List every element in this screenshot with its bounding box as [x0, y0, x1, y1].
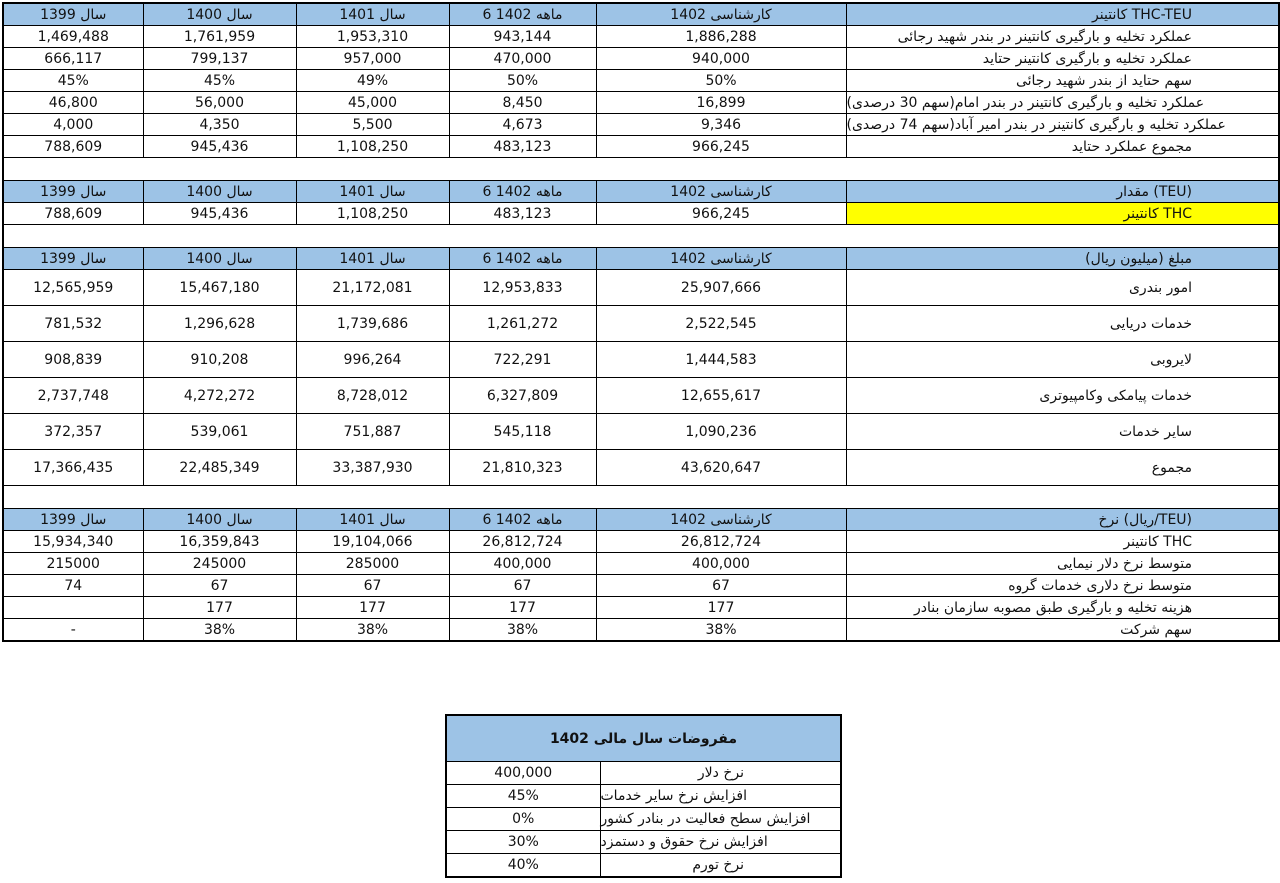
value-cell: 666,117 — [3, 48, 143, 70]
value-cell: 1,261,272 — [449, 306, 596, 342]
revenue-amount-header-cell: سال 1401 — [296, 248, 449, 270]
value-cell: 45,000 — [296, 92, 449, 114]
container-performance-header-cell: کارشناسی 1402 — [596, 3, 846, 26]
value-cell: 943,144 — [449, 26, 596, 48]
value-cell: 26,812,724 — [596, 531, 846, 553]
value-cell: 957,000 — [296, 48, 449, 70]
value-cell: 12,655,617 — [596, 378, 846, 414]
assumptions-header-row — [446, 715, 841, 762]
row-label-cell: سایر خدمات — [846, 414, 1279, 450]
table-row — [3, 342, 1279, 378]
section-spacer — [3, 225, 1279, 248]
table-row — [3, 306, 1279, 342]
container-performance-header-cell: سال 1400 — [143, 3, 296, 26]
value-cell: 22,485,349 — [143, 450, 296, 486]
row-label-cell: متوسط نرخ دلاری خدمات گروه — [846, 575, 1279, 597]
value-cell: 483,123 — [449, 136, 596, 158]
table-row — [3, 26, 1279, 48]
revenue-amount-header-cell: 6 ماهه 1402 — [449, 248, 596, 270]
value-cell: 751,887 — [296, 414, 449, 450]
value-cell: 908,839 — [3, 342, 143, 378]
value-cell: 21,172,081 — [296, 270, 449, 306]
section-spacer — [3, 486, 1279, 509]
value-cell: 67 — [449, 575, 596, 597]
value-cell: 8,728,012 — [296, 378, 449, 414]
row-label-cell: سهم حتاید از بندر شهید رجائی — [846, 70, 1279, 92]
rate-header-cell: کارشناسی 1402 — [596, 509, 846, 531]
value-cell: 15,467,180 — [143, 270, 296, 306]
value-cell: 4,673 — [449, 114, 596, 136]
value-cell: 177 — [596, 597, 846, 619]
rate-header-cell: 6 ماهه 1402 — [449, 509, 596, 531]
teu-quantity-header-row — [3, 181, 1279, 203]
container-performance-header-cell: سال 1399 — [3, 3, 143, 26]
table-row — [3, 597, 1279, 619]
value-cell: 21,810,323 — [449, 450, 596, 486]
value-cell: 1,108,250 — [296, 203, 449, 225]
section-spacer — [3, 158, 1279, 181]
value-cell: 38% — [296, 619, 449, 642]
container-performance-header-cell: 6 ماهه 1402 — [449, 3, 596, 26]
row-label-cell: مجموع عملکرد حتاید — [846, 136, 1279, 158]
value-cell: 177 — [449, 597, 596, 619]
value-cell: 67 — [596, 575, 846, 597]
value-cell: 1,090,236 — [596, 414, 846, 450]
value-cell: 539,061 — [143, 414, 296, 450]
row-label-cell: کانتینر THC — [846, 203, 1279, 225]
value-cell: - — [3, 619, 143, 642]
row-label-cell: هزینه تخلیه و بارگیری طبق مصوبه سازمان بنادر — [846, 597, 1279, 619]
assumption-label: افزایش سطح فعالیت در بنادر کشور — [600, 808, 841, 831]
value-cell: 945,436 — [143, 203, 296, 225]
value-cell: 26,812,724 — [449, 531, 596, 553]
revenue-amount-header-cell: کارشناسی 1402 — [596, 248, 846, 270]
value-cell: 45% — [3, 70, 143, 92]
rate-header-cell: سال 1399 — [3, 509, 143, 531]
value-cell: 38% — [143, 619, 296, 642]
value-cell: 1,739,686 — [296, 306, 449, 342]
container-performance-header-cell: کانتینر THC-TEU — [846, 3, 1279, 26]
value-cell: 17,366,435 — [3, 450, 143, 486]
row-label-cell: عملکرد تخلیه و بارگیری کانتینر حتاید — [846, 48, 1279, 70]
table-row — [3, 553, 1279, 575]
table-row — [3, 531, 1279, 553]
teu-quantity-header-cell: سال 1400 — [143, 181, 296, 203]
value-cell: 996,264 — [296, 342, 449, 378]
rate-header-row — [3, 509, 1279, 531]
value-cell: 788,609 — [3, 203, 143, 225]
table-row — [3, 114, 1279, 136]
value-cell: 400,000 — [596, 553, 846, 575]
value-cell — [3, 597, 143, 619]
value-cell: 1,953,310 — [296, 26, 449, 48]
revenue-amount-header-row — [3, 248, 1279, 270]
assumptions-table — [445, 714, 842, 878]
table-row — [3, 136, 1279, 158]
revenue-amount-header-cell: سال 1400 — [143, 248, 296, 270]
teu-quantity-header-cell: سال 1399 — [3, 181, 143, 203]
value-cell: 966,245 — [596, 136, 846, 158]
value-cell: 19,104,066 — [296, 531, 449, 553]
teu-quantity-header-cell: کارشناسی 1402 — [596, 181, 846, 203]
value-cell: 45% — [143, 70, 296, 92]
row-label-cell: سهم شرکت — [846, 619, 1279, 642]
value-cell: 2,737,748 — [3, 378, 143, 414]
assumption-label: افزایش نرخ سایر خدمات — [600, 785, 841, 808]
assumption-label: افزایش نرخ حقوق و دستمزد — [600, 831, 841, 854]
value-cell: 799,137 — [143, 48, 296, 70]
value-cell: 50% — [449, 70, 596, 92]
table-row — [3, 378, 1279, 414]
teu-quantity-header-cell: سال 1401 — [296, 181, 449, 203]
revenue-amount-header-cell: مبلغ (میلیون ریال) — [846, 248, 1279, 270]
value-cell: 9,346 — [596, 114, 846, 136]
value-cell: 372,357 — [3, 414, 143, 450]
value-cell: 940,000 — [596, 48, 846, 70]
value-cell: 245000 — [143, 553, 296, 575]
assumptions-title: مفروضات سال مالی 1402 — [446, 715, 841, 762]
assumption-row — [446, 762, 841, 785]
container-performance-header-row — [3, 3, 1279, 26]
value-cell: 4,272,272 — [143, 378, 296, 414]
teu-quantity-header-cell: 6 ماهه 1402 — [449, 181, 596, 203]
value-cell: 4,350 — [143, 114, 296, 136]
row-label-cell: خدمات دریایی — [846, 306, 1279, 342]
value-cell: 12,953,833 — [449, 270, 596, 306]
financial-table — [2, 2, 1280, 642]
table-row — [3, 414, 1279, 450]
value-cell: 966,245 — [596, 203, 846, 225]
value-cell: 1,761,959 — [143, 26, 296, 48]
value-cell: 16,899 — [596, 92, 846, 114]
assumption-value: 30% — [446, 831, 600, 854]
value-cell: 1,296,628 — [143, 306, 296, 342]
assumption-value: 400,000 — [446, 762, 600, 785]
value-cell: 49% — [296, 70, 449, 92]
assumption-value: 45% — [446, 785, 600, 808]
table-row — [3, 92, 1279, 114]
row-label-cell: امور بندری — [846, 270, 1279, 306]
value-cell: 945,436 — [143, 136, 296, 158]
assumption-value: 40% — [446, 854, 600, 878]
value-cell: 400,000 — [449, 553, 596, 575]
container-performance-header-cell: سال 1401 — [296, 3, 449, 26]
value-cell: 910,208 — [143, 342, 296, 378]
row-label-cell: عملکرد تخلیه و بارگیری کانتینر در بندر شهید رجائی — [846, 26, 1279, 48]
value-cell: 50% — [596, 70, 846, 92]
value-cell: 38% — [596, 619, 846, 642]
row-label-cell: مجموع — [846, 450, 1279, 486]
table-row — [3, 70, 1279, 92]
spacer-cell — [3, 486, 1279, 509]
value-cell: 177 — [296, 597, 449, 619]
rate-header-cell: سال 1400 — [143, 509, 296, 531]
value-cell: 67 — [143, 575, 296, 597]
row-label-cell: خدمات پیامکی وکامپیوتری — [846, 378, 1279, 414]
rate-header-cell: سال 1401 — [296, 509, 449, 531]
row-label-cell: کانتینر THC — [846, 531, 1279, 553]
teu-quantity-header-cell: مقدار (TEU) — [846, 181, 1279, 203]
assumption-value: 0% — [446, 808, 600, 831]
value-cell: 46,800 — [3, 92, 143, 114]
assumption-row — [446, 808, 841, 831]
value-cell: 722,291 — [449, 342, 596, 378]
value-cell: 285000 — [296, 553, 449, 575]
table-row — [3, 48, 1279, 70]
value-cell: 215000 — [3, 553, 143, 575]
assumption-row — [446, 854, 841, 878]
value-cell: 788,609 — [3, 136, 143, 158]
spacer-cell — [3, 225, 1279, 248]
assumption-label: نرخ تورم — [600, 854, 841, 878]
row-label-cell: لایروبی — [846, 342, 1279, 378]
assumption-label: نرخ دلار — [600, 762, 841, 785]
value-cell: 56,000 — [143, 92, 296, 114]
value-cell: 8,450 — [449, 92, 596, 114]
value-cell: 470,000 — [449, 48, 596, 70]
value-cell: 6,327,809 — [449, 378, 596, 414]
value-cell: 74 — [3, 575, 143, 597]
table-row — [3, 203, 1279, 225]
table-row — [3, 450, 1279, 486]
value-cell: 781,532 — [3, 306, 143, 342]
value-cell: 2,522,545 — [596, 306, 846, 342]
assumption-row — [446, 785, 841, 808]
value-cell: 67 — [296, 575, 449, 597]
value-cell: 43,620,647 — [596, 450, 846, 486]
value-cell: 25,907,666 — [596, 270, 846, 306]
row-label-cell: عملکرد تخلیه و بارگیری کانتینر در بندر امیر آباد(سهم 74 درصدی) — [846, 114, 1279, 136]
value-cell: 1,108,250 — [296, 136, 449, 158]
row-label-cell: عملکرد تخلیه و بارگیری کانتینر در بندر امام(سهم 30 درصدی) — [846, 92, 1279, 114]
value-cell: 545,118 — [449, 414, 596, 450]
value-cell: 38% — [449, 619, 596, 642]
value-cell: 1,886,288 — [596, 26, 846, 48]
value-cell: 483,123 — [449, 203, 596, 225]
value-cell: 4,000 — [3, 114, 143, 136]
value-cell: 16,359,843 — [143, 531, 296, 553]
revenue-amount-header-cell: سال 1399 — [3, 248, 143, 270]
spacer-cell — [3, 158, 1279, 181]
value-cell: 177 — [143, 597, 296, 619]
value-cell: 12,565,959 — [3, 270, 143, 306]
table-row — [3, 270, 1279, 306]
row-label-cell: متوسط نرخ دلار نیمایی — [846, 553, 1279, 575]
value-cell: 15,934,340 — [3, 531, 143, 553]
value-cell: 33,387,930 — [296, 450, 449, 486]
rate-header-cell: نرخ (ریال/TEU) — [846, 509, 1279, 531]
table-row — [3, 619, 1279, 642]
value-cell: 1,444,583 — [596, 342, 846, 378]
assumption-row — [446, 831, 841, 854]
value-cell: 5,500 — [296, 114, 449, 136]
table-row — [3, 575, 1279, 597]
value-cell: 1,469,488 — [3, 26, 143, 48]
